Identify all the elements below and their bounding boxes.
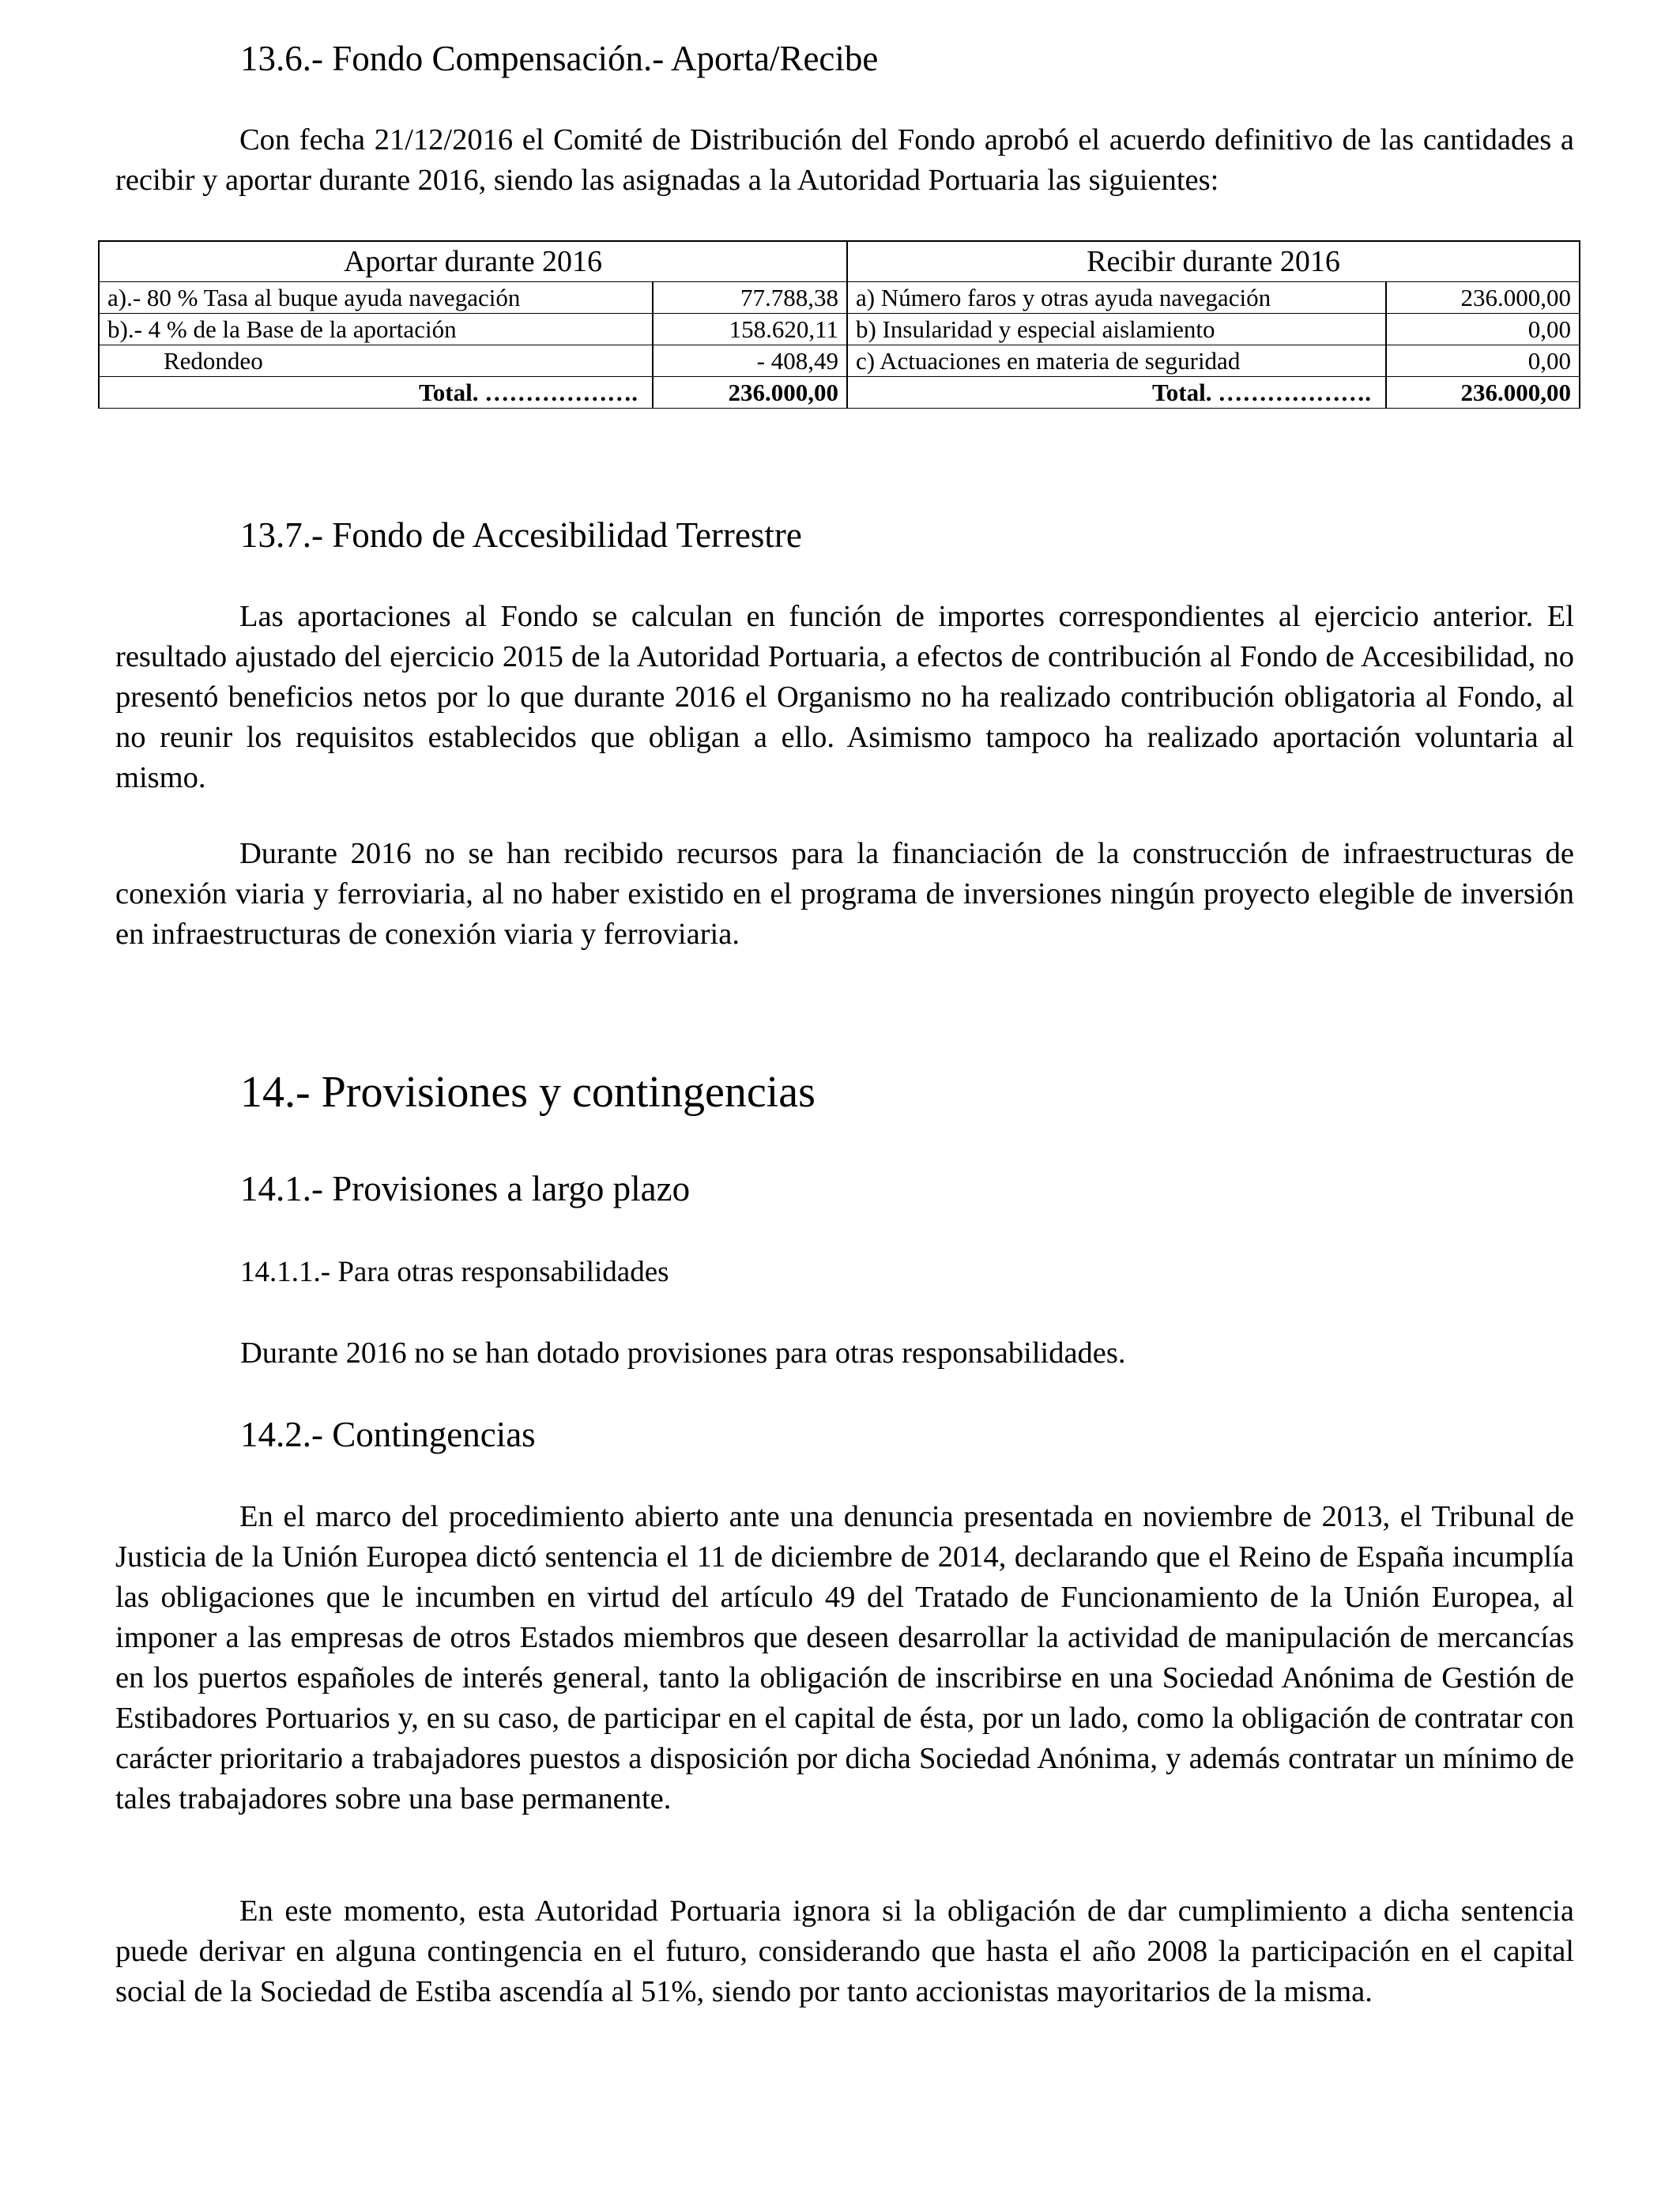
recibir-value: 0,00 [1386, 345, 1580, 377]
paragraph-14-1-1: Durante 2016 no se han dotado provisiones para otras responsabilidades. [240, 1336, 1126, 1370]
heading-14-2: 14.2.- Contingencias [240, 1415, 536, 1454]
aportar-value: 158.620,11 [653, 314, 847, 345]
recibir-value: 236.000,00 [1386, 282, 1580, 314]
heading-14-1: 14.1.- Provisiones a largo plazo [240, 1169, 691, 1208]
recibir-label: a) Número faros y otras ayuda navegación [847, 282, 1386, 314]
recibir-value: 0,00 [1386, 314, 1580, 345]
aportar-value: 77.788,38 [653, 282, 847, 314]
aportar-label: b).- 4 % de la Base de la aportación [99, 314, 653, 345]
recibir-label: b) Insularidad y especial aislamiento [847, 314, 1386, 345]
table-row [99, 345, 1580, 377]
heading-14: 14.- Provisiones y contingencias [240, 1068, 816, 1117]
table-total-row [99, 377, 1580, 409]
paragraph-14-2-a: En el marco del procedimiento abierto ante una denuncia presentada en noviembre de 2013, el Tribunal de Justicia de la Unión Europea dictó sentencia el 11 de diciembre de 2014, declarando que el Reino de España incumplía las obligaciones que le incumben en virtud del artículo 49 del Tratado de Funcionamiento de la Unión Europea, al imponer a las empresas de otros Estados miembros que deseen desarrollar la actividad de manipulación de mercancías en los puertos españoles de interés general, tanto la obligación de inscribirse en una Sociedad Anónima de Gestión de Estibadores Portuarios y, en su caso, de participar en el capital de ésta, por un lado, como la obligación de contratar con carácter prioritario a trabajadores puestos a disposición por dicha Sociedad Anónima, y además contratar un mínimo de tales trabajadores sobre una base permanente. [115, 1500, 1574, 1815]
intro-paragraph-13-6: Con fecha 21/12/2016 el Comité de Distribución del Fondo aprobó el acuerdo definitivo de las cantidades a recibir y aportar durante 2016, siendo las asignadas a la Autoridad Portuaria las siguientes: [115, 123, 1574, 197]
aportar-label: Redondeo [99, 345, 653, 377]
aportar-total-value: 236.000,00 [653, 377, 847, 409]
paragraph-13-7-a: Las aportaciones al Fondo se calculan en función de importes correspondientes al ejercicio anterior. El resultado ajustado del ejercicio 2015 de la Autoridad Portuaria, a efectos de contribución al Fondo de Accesibilidad, no presentó beneficios netos por lo que durante 2016 el Organismo no ha realizado contribución obligatoria al Fondo, al no reunir los requisitos establecidos que obligan a ello. Asimismo tampoco ha realizado aportación voluntaria al mismo. [115, 600, 1574, 794]
paragraph-14-2-b: En este momento, esta Autoridad Portuaria ignora si la obligación de dar cumplimiento a dicha sentencia puede derivar en alguna contingencia en el futuro, considerando que hasta el año 2008 la participación en el capital social de la Sociedad de Estiba ascendía al 51%, siendo por tanto accionistas mayoritarios de la misma. [115, 1894, 1574, 2008]
aportar-label: a).- 80 % Tasa al buque ayuda navegación [99, 282, 653, 314]
recibir-total-value: 236.000,00 [1386, 377, 1580, 409]
fund-compensation-table [98, 240, 1580, 409]
header-aportar: Aportar durante 2016 [99, 241, 847, 282]
aportar-value: - 408,49 [653, 345, 847, 377]
heading-13-6: 13.6.- Fondo Compensación.- Aporta/Recibe [240, 39, 879, 78]
aportar-total-label: Total. ………………. [99, 377, 653, 409]
table-row [99, 282, 1580, 314]
paragraph-13-7-b: Durante 2016 no se han recibido recursos para la financiación de la construcción de infraestructuras de conexión viaria y ferroviaria, al no haber existido en el programa de inversiones ningún proyecto elegible de inversión en infraestructuras de conexión viaria y ferroviaria. [115, 837, 1574, 951]
table-header-row [99, 241, 1580, 282]
heading-14-1-1: 14.1.1.- Para otras responsabilidades [240, 1256, 669, 1288]
table-row [99, 314, 1580, 345]
recibir-total-label: Total. ………………. [847, 377, 1386, 409]
recibir-label: c) Actuaciones en materia de seguridad [847, 345, 1386, 377]
heading-13-7: 13.7.- Fondo de Accesibilidad Terrestre [240, 515, 802, 555]
header-recibir: Recibir durante 2016 [847, 241, 1580, 282]
